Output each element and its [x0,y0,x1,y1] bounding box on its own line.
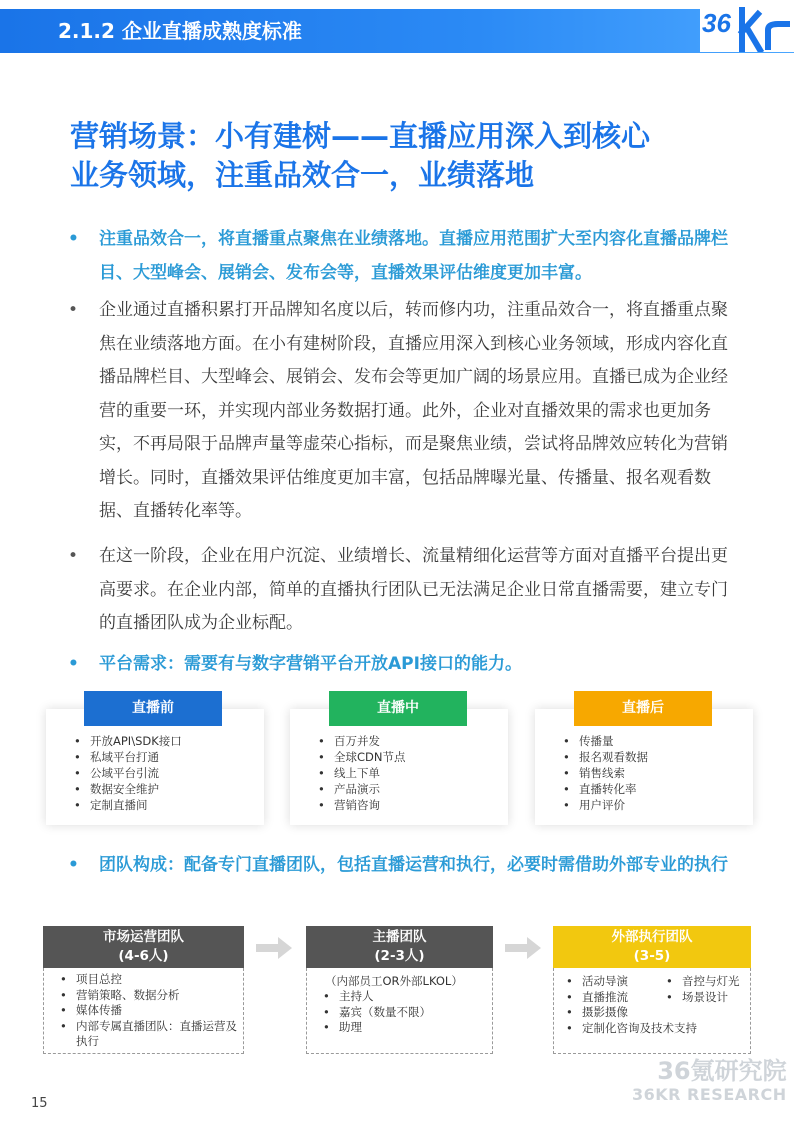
list-item: • 传播量 [563,733,648,749]
list-item: • 项目总控 [58,972,239,988]
team-header-marketing [43,926,244,968]
list-item: • 营销咨询 [318,797,406,813]
arrow-right-icon [256,937,292,959]
bullet-text: 在这一阶段，企业在用户沉淀、业绩增长、流量精细化运营等方面对直播平台提出更高要求。在企业内部，简单的直播执行团队已无法满足企业日常直播需要，建立专门的直播团队成为企业标配。 [99,546,728,633]
list-item: • 销售线索 [563,765,648,781]
team-size: (4-6人) [118,948,169,964]
headline-line-2: 业务领域，注重品效合一，业绩落地 [70,158,535,192]
list-item: • 活动导演 [564,974,664,990]
list-item: • 报名观看数据 [563,749,648,765]
svg-text:36: 36 [702,8,731,38]
bullet-text: 团队构成：配备专门直播团队，包括直播运营和执行，必要时需借助外部专业的执行 [99,855,728,875]
team-note: （内部员工OR外部LKOL） [325,974,463,988]
page-number: 15 [31,1096,48,1111]
bullet-marker: • [68,300,79,320]
watermark-line-2: 36KR RESEARCH [632,1085,787,1104]
list-item: • 内部专属直播团队：直播运营及执行 [58,1019,239,1050]
section-title: 2.1.2 企业直播成熟度标准 [58,19,302,43]
list-item: • 助理 [321,1020,488,1036]
bullet-highlight-1 [68,223,738,290]
36kr-logo [700,2,794,52]
headline [70,117,760,195]
bullet-text: 平台需求：需要有与数字营销平台开放API接口的能力。 [99,654,522,674]
list-item: • 全球CDN节点 [318,749,406,765]
list-item: • 媒体传播 [58,1003,239,1019]
watermark-line-1: 36氪研究院 [657,1057,787,1085]
list-item: • 公域平台引流 [74,765,182,781]
list-item: • 线上下单 [318,765,406,781]
list-item: • 开放API\SDK接口 [74,733,182,749]
team-title: 主播团队 [372,929,427,945]
bullet-marker: • [68,654,79,674]
list-item: • 用户评价 [563,797,648,813]
list-item: • 嘉宾（数量不限） [321,1005,488,1021]
list-item: • 百万并发 [318,733,406,749]
bullet-marker: • [68,855,79,875]
arrow-right-icon [505,937,541,959]
headline-line-1: 营销场景：小有建树——直播应用深入到核心 [70,119,651,153]
team-box-external [553,968,751,1054]
bullet-text: 企业通过直播积累打开品牌知名度以后，转而修内功，注重品效合一，将直播重点聚焦在业绩落地方面。在小有建树阶段，直播应用深入到核心业务领域，形成内容化直播品牌栏目、大型峰会、展销会、发布会等更加广阔的场景应用。直播已成为企业经营的重要一环，并实现内部业务数据打通。此外，企业对直播效果的需求也更加务实，不再局限于品牌声量等虚荣心指标，而是聚焦业绩，尝试将品牌效应转化为营销增长。同时，直播效果评估维度更加丰富，包括品牌曝光量、传播量、报名观看数据、直播转化率等。 [99,300,728,521]
list-item: • 直播推流 [564,990,664,1006]
card-before-live [46,709,264,825]
team-box-marketing [43,968,244,1054]
card-label-during-live: 直播中 [329,691,467,726]
list-item: • 定制化咨询及技术支持 [564,1021,746,1037]
card-after-live [535,709,753,825]
team-title: 外部执行团队 [611,929,693,945]
list-item: • 主持人 [321,989,488,1005]
list-item: • 音控与灯光 [664,974,740,990]
watermark-36kr-research [632,1057,787,1105]
bullet-marker: • [68,546,79,566]
bullet-paragraph-1 [68,294,738,529]
list-item: • 营销策略、数据分析 [58,988,239,1004]
list-item: • 定制直播间 [74,797,182,813]
card-during-live [290,709,508,825]
bullet-text: 注重品效合一，将直播重点聚焦在业绩落地。直播应用范围扩大至内容化直播品牌栏目、大型峰会、展销会、发布会等，直播效果评估维度更加丰富。 [99,229,728,283]
bullet-paragraph-2 [68,540,738,641]
bullet-marker: • [68,229,79,249]
card-label-before-live: 直播前 [84,691,222,726]
team-box-anchor [306,968,493,1054]
bullet-platform-needs [68,648,738,682]
team-title: 市场运营团队 [103,929,184,945]
card-label-after-live: 直播后 [574,691,712,726]
list-item: • 摄影摄像 [564,1005,664,1021]
team-header-anchor [306,926,493,968]
list-item: • 直播转化率 [563,781,648,797]
list-item: • 私域平台打通 [74,749,182,765]
list-item: • 产品演示 [318,781,406,797]
list-item: • 场景设计 [664,990,740,1006]
list-item: • 数据安全维护 [74,781,182,797]
team-size: (3-5) [633,948,671,964]
team-size: (2-3人) [374,948,425,964]
team-header-external [553,926,751,968]
bullet-team-composition [68,849,738,883]
